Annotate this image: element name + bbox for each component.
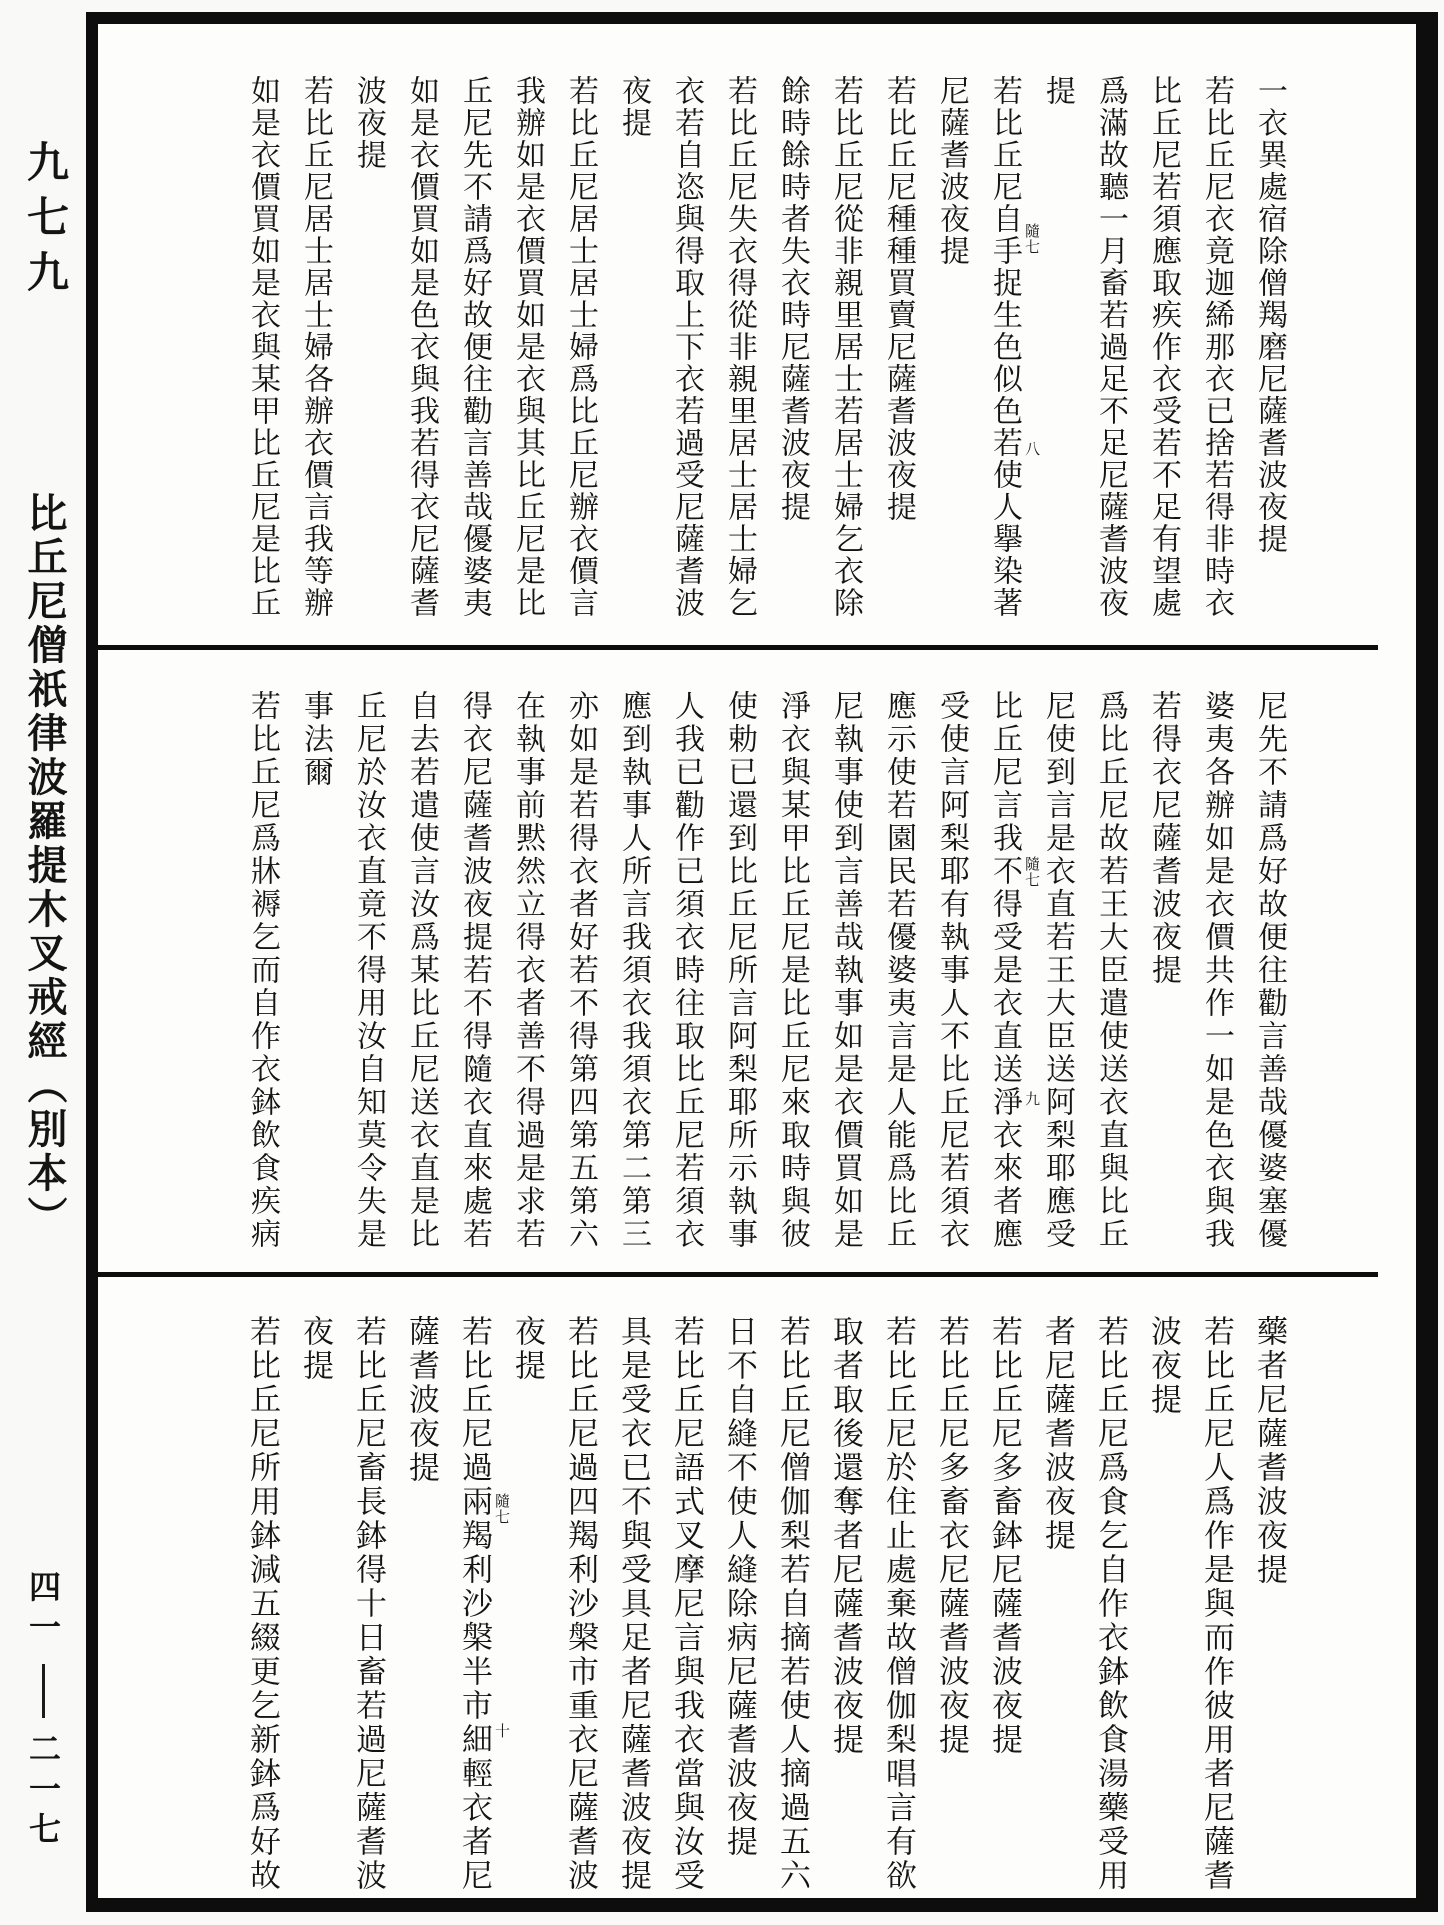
text-column	[713, 690, 766, 1251]
column-text: 者尼薩耆波夜提	[1040, 1315, 1075, 1553]
text-column	[236, 690, 289, 1251]
column-text: 丘尼於汝衣直竟不得用汝自知莫令失是	[352, 690, 385, 1251]
text-column	[1190, 1315, 1243, 1893]
column-text: 人我已勸作已須衣時往取比丘尼若須衣	[670, 690, 703, 1251]
column-text: 在執事前黙然立得衣者善不得過是求若	[511, 690, 544, 1251]
text-column	[501, 1315, 554, 1893]
margin-page-number	[20, 1570, 66, 1852]
text-column	[1084, 1315, 1137, 1893]
block-separator-line	[86, 1272, 1378, 1277]
column-text: 如是衣價買如是色衣與我若得衣尼薩耆	[405, 75, 438, 619]
text-column	[395, 690, 448, 1251]
column-text: 爲滿故聽一月畜若過足不足尼薩耆波夜	[1094, 75, 1127, 619]
text-column	[289, 75, 342, 625]
text-column	[766, 75, 819, 625]
column-text: 取者取後還奪者尼薩耆波夜提	[828, 1315, 863, 1757]
column-text: 若比丘尼語式叉摩尼言與我衣當與汝受	[669, 1315, 704, 1893]
block-separator-line	[86, 645, 1378, 650]
column-text: 得衣尼薩耆波夜提若不得隨衣直來處若	[458, 690, 491, 1251]
column-text: 應示使若園民若優婆夷言是人能爲比丘	[882, 690, 915, 1251]
rule-number-annotation: 九	[1023, 1091, 1039, 1107]
column-text: 衣若自恣與得取上下衣若過受尼薩耆波	[670, 75, 703, 619]
column-text: 一衣異處宿除僧羯磨尼薩耆波夜提	[1253, 75, 1286, 555]
margin-volume-number: 九七九	[21, 140, 67, 305]
text-column	[925, 690, 978, 1251]
text-column	[766, 1315, 819, 1893]
column-text: 尼先不請爲好故便往勸言善哉優婆塞優	[1253, 690, 1286, 1251]
text-column	[501, 75, 554, 625]
column-text: 若比丘尼失衣得從非親里居士居士婦乞	[723, 75, 756, 619]
text-column	[1031, 75, 1084, 625]
text-column	[395, 1315, 448, 1893]
column-text: 若比丘尼所用鉢減五綴更乞新鉢爲好故	[245, 1315, 280, 1893]
column-text: 薩耆波夜提	[404, 1315, 439, 1485]
text-column	[1031, 690, 1084, 1251]
margin-book-title: 比丘尼僧祇律波羅提木叉戒經︵別本︶	[22, 492, 67, 1240]
text-column	[289, 690, 342, 1251]
rule-number-annotation: 隨七	[1023, 856, 1039, 888]
column-text: 亦如是若得衣者好若不得第四第五第六	[564, 690, 597, 1251]
column-text: 波夜提	[1146, 1315, 1181, 1417]
column-text: 若比丘尼居士居士婦爲比丘尼辦衣價言	[564, 75, 597, 619]
column-text: 若比丘尼爲食乞自作衣鉢飲食湯藥受用	[1093, 1315, 1128, 1893]
column-text: 事法爾	[299, 690, 332, 789]
text-column	[660, 75, 713, 625]
column-text: 若得衣尼薩耆波夜提	[1147, 690, 1180, 987]
text-column	[1243, 75, 1296, 625]
text-column	[1190, 690, 1243, 1251]
text-column	[660, 1315, 713, 1893]
page-frame	[86, 12, 1438, 1912]
text-column	[448, 690, 501, 1251]
column-text: 尼使到言是衣直若王大臣送阿梨耶應受	[1041, 690, 1074, 1251]
text-column	[448, 1315, 509, 1893]
column-text: 若比丘尼僧伽梨若自摘若使人摘過五六	[775, 1315, 810, 1893]
column-text: 若比丘尼多畜鉢尼薩耆波夜提	[987, 1315, 1022, 1757]
text-column	[236, 1315, 289, 1893]
column-text: 若比丘尼於住止處棄故僧伽梨唱言有欲	[881, 1315, 916, 1893]
column-text: 我辦如是衣價買如是衣與其比丘尼是比	[511, 75, 544, 619]
text-column	[1190, 75, 1243, 625]
text-column	[342, 690, 395, 1251]
column-text: 日不自縫不使人縫除病尼薩耆波夜提	[722, 1315, 757, 1859]
text-column	[978, 690, 1039, 1251]
text-column	[342, 1315, 395, 1893]
text-column	[554, 75, 607, 625]
column-text: 婆夷各辦如是衣價共作一如是色衣與我	[1200, 690, 1233, 1251]
column-text: 爲比丘尼故若王大臣遣使送衣直與比丘	[1094, 690, 1127, 1251]
text-column	[342, 75, 395, 625]
text-block-middle	[236, 690, 1296, 1251]
text-column	[660, 690, 713, 1251]
column-text: 具是受衣已不與受具足者尼薩耆波夜提	[616, 1315, 651, 1893]
text-column	[1137, 690, 1190, 1251]
text-column	[607, 1315, 660, 1893]
text-column	[925, 75, 978, 625]
text-column	[872, 690, 925, 1251]
rule-number-annotation: 隨七	[1023, 223, 1039, 255]
column-text: 夜提	[510, 1315, 545, 1383]
column-text: 受使言阿梨耶有執事人不比丘尼若須衣	[935, 690, 968, 1251]
text-column	[819, 690, 872, 1251]
column-text: 若比丘尼過兩羯利沙槃半市細輕衣者尼	[457, 1315, 492, 1893]
column-text: 夜提	[298, 1315, 333, 1383]
text-column	[713, 1315, 766, 1893]
text-column	[607, 75, 660, 625]
text-column	[554, 1315, 607, 1893]
column-text: 若比丘尼多畜衣尼薩耆波夜提	[934, 1315, 969, 1757]
column-text: 尼薩耆波夜提	[935, 75, 968, 267]
text-column	[289, 1315, 342, 1893]
page-number-lower: 二一七	[25, 1732, 61, 1852]
column-text: 藥者尼薩耆波夜提	[1252, 1315, 1287, 1587]
text-column	[1084, 690, 1137, 1251]
rule-number-annotation: 隨七	[493, 1493, 509, 1525]
column-text: 若比丘尼種種買賣尼薩耆波夜提	[882, 75, 915, 523]
column-text: 若比丘尼過四羯利沙槃市重衣尼薩耆波	[563, 1315, 598, 1893]
text-column	[1137, 1315, 1190, 1893]
text-column	[819, 1315, 872, 1893]
text-column	[978, 75, 1039, 625]
text-block-lower	[236, 1315, 1296, 1893]
text-column	[1243, 690, 1296, 1251]
column-text: 餘時餘時者失衣時尼薩耆波夜提	[776, 75, 809, 523]
text-column	[925, 1315, 978, 1893]
column-text: 提	[1041, 75, 1074, 107]
text-column	[448, 75, 501, 625]
column-text: 自去若遣使言汝爲某比丘尼送衣直是比	[405, 690, 438, 1251]
column-text: 如是衣價買如是衣與某甲比丘尼是比丘	[246, 75, 279, 619]
column-text: 波夜提	[352, 75, 385, 171]
page-number-upper: 四一	[25, 1570, 61, 1650]
text-column	[554, 690, 607, 1251]
text-column	[872, 1315, 925, 1893]
text-column	[819, 75, 872, 625]
column-text: 比丘尼若須應取疾作衣受若不足有望處	[1147, 75, 1180, 619]
text-column	[1243, 1315, 1296, 1893]
column-text: 若比丘尼衣竟迦絺那衣已捨若得非時衣	[1200, 75, 1233, 619]
column-text: 若比丘尼從非親里居士若居士婦乞衣除	[829, 75, 862, 619]
column-text: 使勅已還到比丘尼所言阿梨耶所示執事	[723, 690, 756, 1251]
column-text: 若比丘尼居士居士婦各辦衣價言我等辦	[299, 75, 332, 619]
text-column	[236, 75, 289, 625]
column-text: 若比丘尼人爲作是與而作彼用者尼薩耆	[1199, 1315, 1234, 1893]
rule-number-annotation: 八	[1023, 441, 1039, 457]
text-column	[713, 75, 766, 625]
text-column	[395, 75, 448, 625]
column-text: 若比丘尼畜長鉢得十日畜若過尼薩耆波	[351, 1315, 386, 1893]
text-column	[1031, 1315, 1084, 1893]
text-column	[607, 690, 660, 1251]
text-block-upper	[236, 75, 1296, 625]
column-text: 若比丘尼自手捉生色似色若使人擧染著	[988, 75, 1021, 619]
rule-number-annotation: 十	[493, 1723, 509, 1739]
column-text: 尼執事使到言善哉執事如是衣價買如是	[829, 690, 862, 1251]
text-column	[1137, 75, 1190, 625]
column-text: 應到執事人所言我須衣我須衣第二第三	[617, 690, 650, 1251]
text-column	[501, 690, 554, 1251]
column-text: 比丘尼言我不得受是衣直送淨衣來者應	[988, 690, 1021, 1251]
page-number-dash	[42, 1664, 45, 1718]
column-text: 夜提	[617, 75, 650, 139]
text-column	[978, 1315, 1031, 1893]
column-text: 淨衣與某甲比丘尼是比丘尼來取時與彼	[776, 690, 809, 1251]
text-column	[872, 75, 925, 625]
text-column	[1084, 75, 1137, 625]
column-text: 若比丘尼爲牀褥乞而自作衣鉢飲食疾病	[246, 690, 279, 1251]
text-column	[766, 690, 819, 1251]
column-text: 丘尼先不請爲好故便往勸言善哉優婆夷	[458, 75, 491, 619]
